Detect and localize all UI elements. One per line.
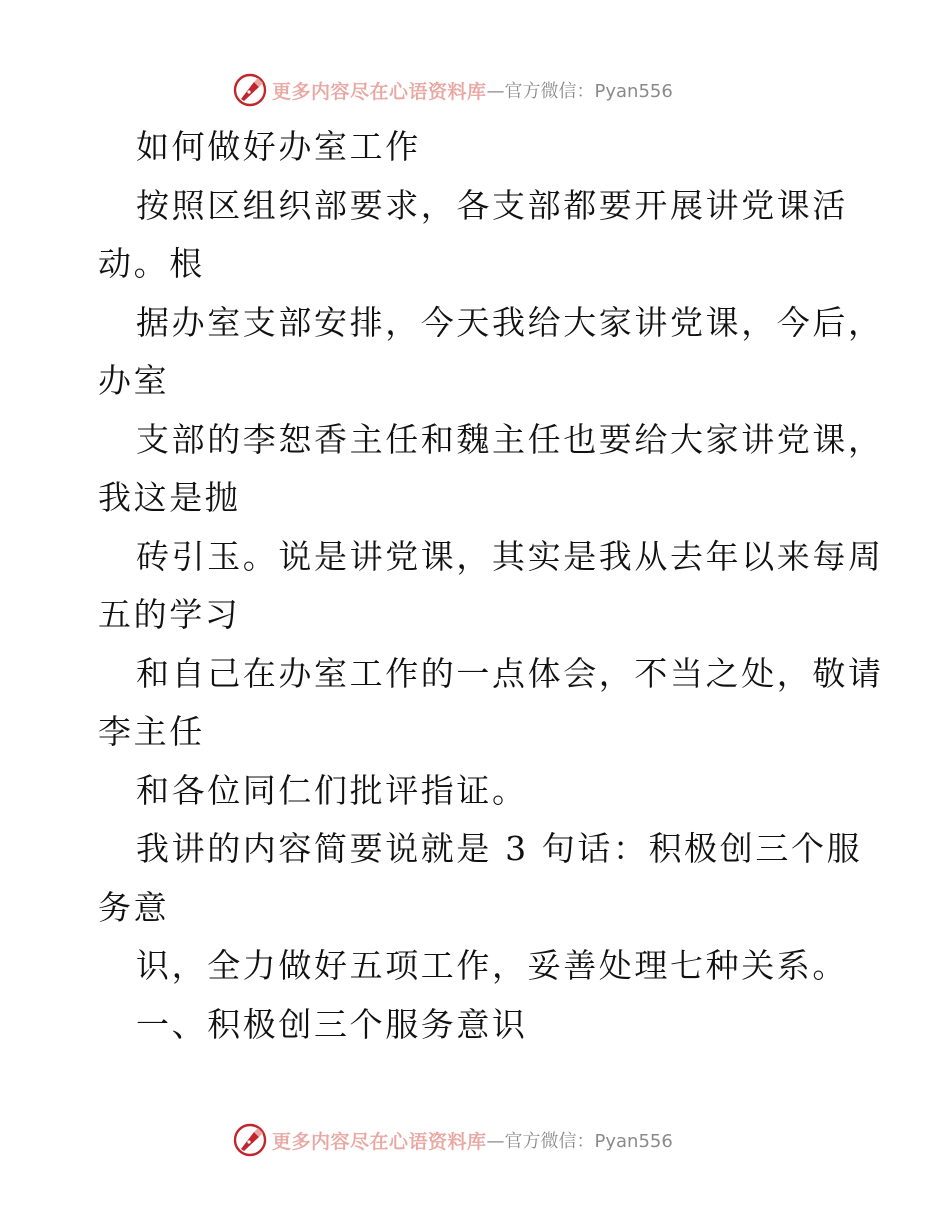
pen-nib-logo-icon	[232, 72, 268, 108]
text-line: 支部的李恕香主任和魏主任也要给大家讲党课，	[136, 419, 884, 459]
text-line: 我讲的内容简要说就是 3 句话：积极创三个服	[136, 829, 863, 868]
text-line: 砖引玉。说是讲党课，其实是我从去年以来每周	[136, 536, 884, 576]
header-brand-text: 更多内容尽在心语资料库	[272, 80, 487, 103]
document-body	[98, 118, 884, 1054]
text-line: 和各位同仁们批评指证。	[136, 770, 528, 810]
text-line: 识，全力做好五项工作，妥善处理七种关系。	[136, 946, 848, 985]
header-wechat-text: —官方微信：Pyan556	[486, 81, 673, 102]
text-line: 按照区组织部要求，各支部都要开展讲党课活	[136, 185, 848, 225]
text-line: 动。根	[98, 244, 205, 283]
text-line: 李主任	[98, 712, 205, 751]
pen-nib-logo-icon	[232, 1122, 268, 1158]
text-line: 务意	[98, 887, 170, 927]
footer-brand-text: 更多内容尽在心语资料库	[272, 1130, 487, 1153]
text-line: 办室	[98, 361, 170, 400]
text-line: 一、积极创三个服务意识	[136, 1004, 528, 1044]
footer-banner	[232, 1122, 732, 1158]
text-line: 据办室支部安排，今天我给大家讲党课，今后，	[136, 302, 884, 342]
text-line: 我这是抛	[98, 478, 241, 517]
header-banner	[232, 72, 732, 108]
text-line: 如何做好办室工作	[136, 127, 421, 166]
text-line: 和自己在办室工作的一点体会，不当之处，敬请	[136, 653, 884, 693]
footer-wechat-text: —官方微信：Pyan556	[486, 1131, 673, 1152]
text-line: 五的学习	[98, 595, 241, 634]
